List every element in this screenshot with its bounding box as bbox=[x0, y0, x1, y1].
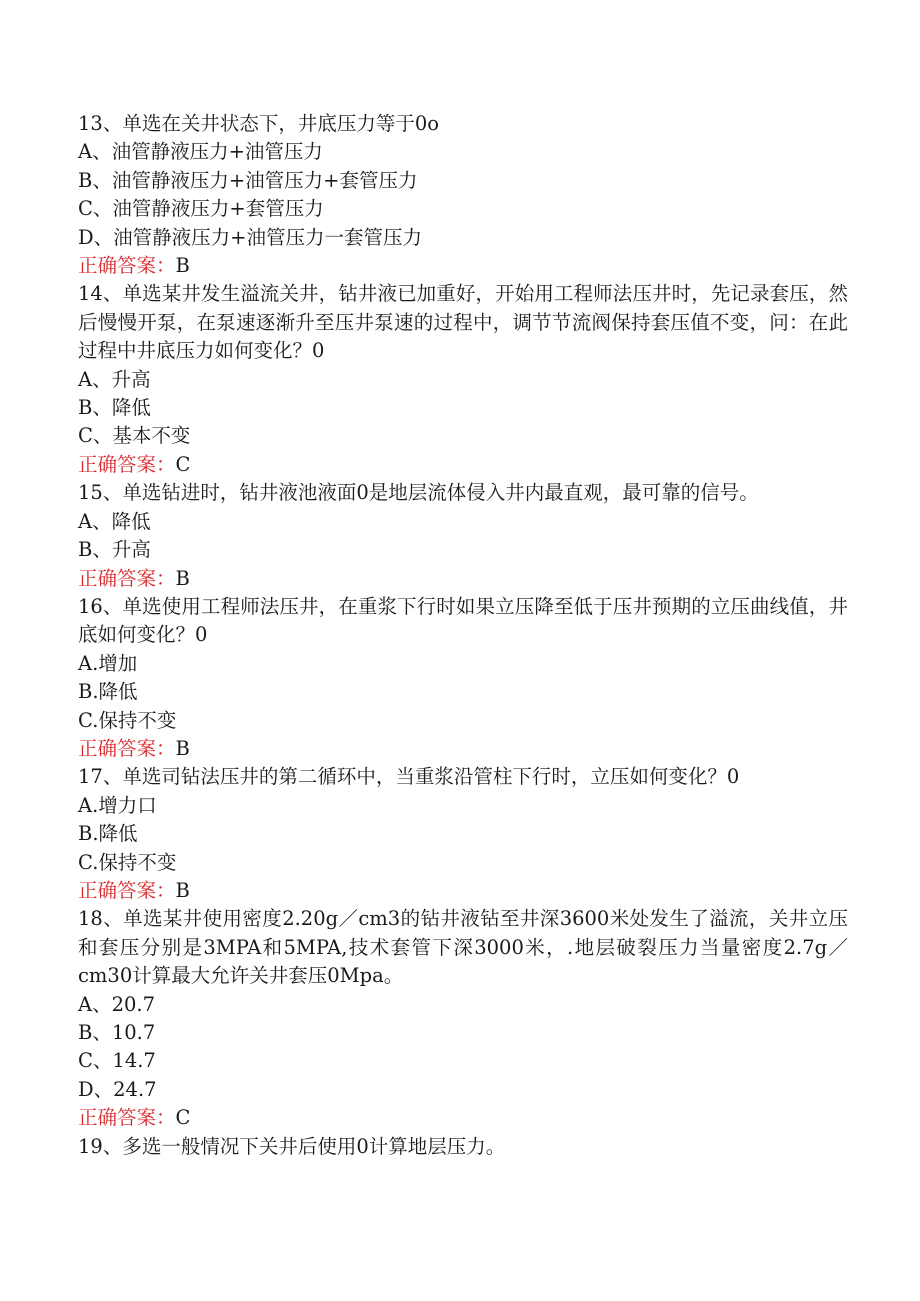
option: C、基本不变 bbox=[78, 424, 191, 448]
option: C.保持不变 bbox=[78, 708, 177, 732]
option: D、24.7 bbox=[78, 1077, 157, 1101]
question-stem: 17、单选司钻法压井的第二循环中，当重浆沿管柱下行时，立压如何变化？0 bbox=[78, 765, 740, 789]
answer-line bbox=[78, 565, 848, 593]
option: A、降低 bbox=[78, 509, 151, 533]
answer-line bbox=[78, 252, 848, 280]
option: A、升高 bbox=[78, 367, 151, 391]
answer-value: B bbox=[175, 736, 190, 760]
option: A.增力口 bbox=[78, 793, 157, 817]
question-stem: 19、多选一般情况下关井后使用0计算地层压力。 bbox=[78, 1134, 506, 1158]
option: C、14.7 bbox=[78, 1049, 156, 1073]
answer-label: 正确答案： bbox=[78, 566, 176, 590]
option: B、降低 bbox=[78, 396, 151, 420]
answer-value: B bbox=[175, 254, 190, 278]
option: C、油管静液压力+套管压力 bbox=[78, 197, 324, 221]
answer-label: 正确答案： bbox=[78, 878, 176, 902]
answer-label: 正确答案： bbox=[78, 736, 176, 760]
answer-label: 正确答案： bbox=[78, 254, 176, 278]
answer-value: C bbox=[175, 452, 191, 476]
option: B、升高 bbox=[78, 538, 151, 562]
option: B、油管静液压力+油管压力+套管压力 bbox=[78, 168, 418, 192]
answer-value: B bbox=[175, 878, 190, 902]
question-stem: 14、单选某井发生溢流关井，钻井液已加重好，开始用工程师法压井时，先记录套压，然后慢慢开泵，在泵速逐渐升至压井泵速的过程中，调节节流阀保持套压值不变，问：在此过程中井底压力如何变化？0 bbox=[78, 282, 848, 363]
option: B.降低 bbox=[78, 680, 138, 704]
answer-line bbox=[78, 877, 848, 905]
answer-line bbox=[78, 1104, 848, 1132]
answer-value: C bbox=[175, 1106, 191, 1130]
answer-line bbox=[78, 735, 848, 763]
question-stem: 18、单选某井使用密度2.20g／cm3的钻井液钻至井深3600米处发生了溢流，关井立压和套压分别是3MPA和5MPA,技术套管下深3000米，.地层破裂压力当量密度2.7g／cm30计算最大允许关井套压0Mpa。 bbox=[78, 907, 848, 988]
option: B.降低 bbox=[78, 822, 138, 846]
answer-label: 正确答案： bbox=[78, 1106, 176, 1130]
option: C.保持不变 bbox=[78, 850, 177, 874]
question-document bbox=[78, 110, 848, 1161]
option: A、油管静液压力+油管压力 bbox=[78, 140, 323, 164]
question-stem: 15、单选钻进时，钻井液池液面0是地层流体侵入井内最直观，最可靠的信号。 bbox=[78, 481, 759, 505]
answer-value: B bbox=[175, 566, 190, 590]
option: B、10.7 bbox=[78, 1021, 156, 1044]
answer-label: 正确答案： bbox=[78, 452, 176, 476]
answer-line bbox=[78, 451, 848, 479]
option: A.增加 bbox=[78, 651, 138, 675]
option: A、20.7 bbox=[78, 992, 156, 1016]
option: D、油管静液压力+油管压力一套管压力 bbox=[78, 225, 422, 249]
question-stem: 13、单选在关井状态下，井底压力等于0o bbox=[78, 112, 439, 135]
question-stem: 16、单选使用工程师法压井，在重浆下行时如果立压降至低于压井预期的立压曲线值，井底如何变化？0 bbox=[78, 594, 848, 647]
